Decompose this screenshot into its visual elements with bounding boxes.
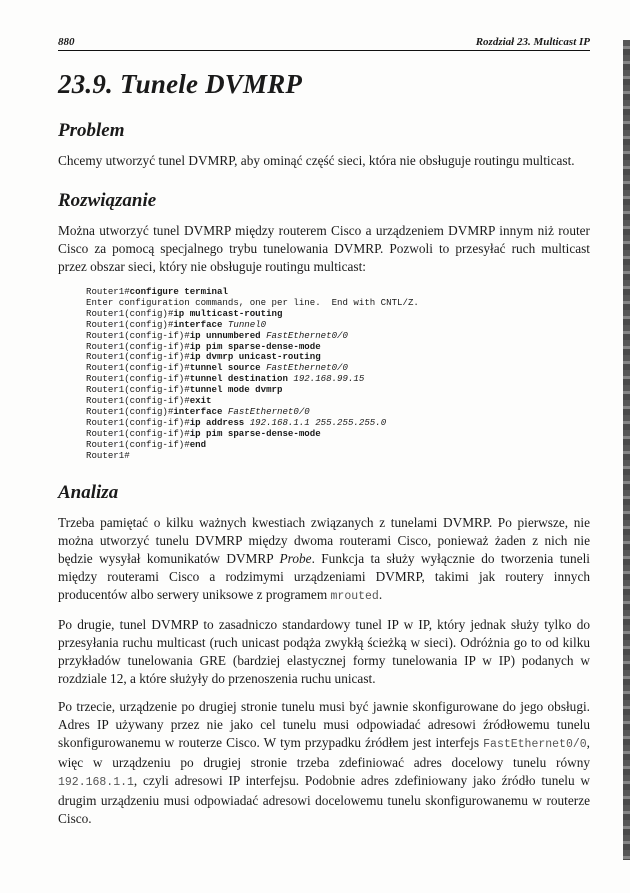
page-number: 880	[58, 36, 75, 48]
code-line: Router1(config-if)#exit	[86, 395, 212, 407]
code-line: Router1(config-if)#tunnel source FastEthernet0/0	[86, 362, 348, 374]
section-title: 23.9. Tunele DVMRP	[58, 69, 303, 99]
solution-text: Można utworzyć tunel DVMRP między routerem Cisco a urządzeniem DVMRP innym niż router Cisco za pomocą specjalnego trybu tunelowania DVMRP. Pozwoli to przesyłać ruch multicast przez obszar sieci, który nie obsługuje routingu multicast:	[58, 223, 590, 274]
code-line: Enter configuration commands, one per line. End with CNTL/Z.	[86, 296, 419, 308]
code-line: Router1(config-if)#tunnel destination 192.168.99.15	[86, 373, 365, 385]
book-page	[58, 36, 590, 828]
analysis-heading: Analiza	[58, 481, 119, 503]
code-line: Router1#	[86, 449, 130, 461]
code-line: Router1(config-if)#ip pim sparse-dense-mode	[86, 427, 321, 439]
running-header	[58, 36, 590, 51]
code-line: Router1(config-if)#ip address 192.168.1.1 255.255.255.0	[86, 416, 387, 428]
code-listing	[86, 287, 590, 462]
code-line: Router1(config)#interface Tunnel0	[86, 318, 267, 330]
page-edge-scan-shadow	[623, 40, 630, 860]
code-line: Router1(config-if)#ip pim sparse-dense-mode	[86, 340, 321, 352]
code-line: Router1(config)#ip multicast-routing	[86, 307, 283, 319]
chapter-title: Rozdział 23. Multicast IP	[475, 36, 590, 48]
problem-heading: Problem	[58, 120, 125, 141]
analysis-paragraph-1: Trzeba pamiętać o kilku ważnych kwestiach związanych z tunelami DVMRP. Po pierwsze, nie można utworzyć tunelu DVMRP między dwoma routerami Cisco, ponieważ żaden z nich nie będzie wysyłał komunikatów DVMRP Probe. Funkcja ta służy wyłącznie do tworzenia tuneli między routerami Cisco a rodzimymi urządzeniami DVMRP, takimi jak routery innych producentów albo serwery uniksowe z programem mrouted.	[58, 514, 590, 603]
code-line: Router1(config-if)#ip dvmrp unicast-routing	[86, 351, 321, 363]
code-line: Router1(config)#interface FastEthernet0/0	[86, 405, 310, 417]
analysis-paragraph-2: Po drugie, tunel DVMRP to zasadniczo standardowy tunel IP w IP, który jednak służy tylko do przesyłania ruchu multicast (ruch unicast podąża zwykłą ścieżką w sieci). Odróżnia go to od kilku przykładów tunelowania GRE (bardziej elastycznej formy tunelowania IP w IP) podanych w rozdziale 12, a które służyły do przenoszenia ruchu unicast.	[58, 616, 590, 686]
code-line: Router1(config-if)#ip unnumbered FastEthernet0/0	[86, 329, 348, 341]
code-line: Router1#configure terminal	[86, 286, 228, 297]
analysis-paragraph-3: Po trzecie, urządzenie po drugiej stronie tunelu musi być jawnie skonfigurowane do jego obsługi. Adres IP używany przez nie jako cel tunelu musi odpowiadać adresowi źródłowemu tunelu skonfigurowanemu w routerze Cisco. W tym przypadku źródłem jest interfejs FastEthernet0/0, więc w urządzeniu po drugiej stronie trzeba zdefiniować adres docelowy tunelu równy 192.168.1.1, czyli adresowi IP interfejsu. Podobnie adres zdefiniowany jako źródło tunelu w drugim urządzeniu musi odpowiadać adresowi docelowemu tunelu skonfigurowanemu w routerze Cisco.	[58, 698, 590, 826]
problem-text: Chcemy utworzyć tunel DVMRP, aby ominąć część sieci, która nie obsługuje routingu multicast.	[58, 153, 575, 168]
solution-heading: Rozwiązanie	[58, 190, 157, 211]
code-line: Router1(config-if)#end	[86, 438, 207, 450]
code-line: Router1(config-if)#tunnel mode dvmrp	[86, 384, 283, 396]
